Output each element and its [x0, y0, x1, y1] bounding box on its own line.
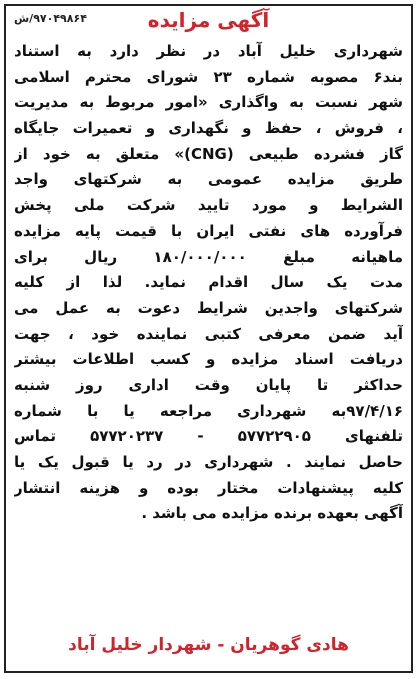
body-line: فرآورده های نفتی ایران با قیمت پایه مزایده — [14, 221, 403, 240]
body-line: الشرایط و مورد تایید شرکت ملی پخش — [14, 196, 403, 215]
body-line: حداکثر تا پایان وقت اداری روز شنبه — [14, 375, 403, 394]
auction-notice — [4, 4, 413, 673]
reference-number: ۹۷۰۴۹۸۶۴/ش — [14, 12, 87, 25]
body-line: ماهیانه مبلغ ۱۸۰/۰۰۰/۰۰۰ ریال برای — [14, 247, 403, 266]
body-line: شرکتهای واجدین شرایط دعوت به عمل می — [14, 298, 403, 317]
body-line: مدت یک سال اقدام نماید. لذا از کلیه — [14, 273, 403, 292]
body-line: ، فروش ، حفظ و نگهداری و تعمیرات جایگاه — [14, 119, 403, 138]
body-line: بند۶ مصوبه شماره ۲۳ شورای محترم اسلامی — [14, 67, 403, 86]
body-line: شهر نسبت به واگذاری «امور مربوط به مدیریت — [14, 93, 403, 112]
body-line: تلفنهای ۵۷۷۲۲۹۰۵ - ۵۷۷۲۰۲۳۷ تماس — [14, 427, 403, 446]
body-line: آگهی بعهده برنده مزایده می باشد . — [141, 504, 403, 523]
body-line: شهرداری خلیل آباد در نظر دارد به استناد — [14, 42, 403, 60]
body-line: گاز فشرده طبیعی (CNG)» متعلق به خود از — [14, 144, 403, 163]
body-line: ۹۷/۴/۱۶به شهرداری مراجعه یا با شماره — [14, 401, 403, 420]
body-line: آید ضمن معرفی کتبی نماینده خود ، جهت — [14, 324, 403, 343]
body-line: دریافت اسناد مزایده و کسب اطلاعات بیشتر — [14, 350, 403, 369]
body-line: کلیه پیشنهادات مختار بوده و هزینه انتشار — [14, 478, 403, 497]
signature: هادی گوهریان - شهردار خلیل آباد — [68, 635, 349, 655]
notice-title: آگهی مزایده — [147, 8, 270, 32]
notice-body — [14, 39, 403, 527]
body-line: طریق مزایده عمومی به شرکتهای واجد — [14, 170, 403, 189]
body-line: حاصل نمایند . شهرداری در رد یا قبول یک یا — [14, 453, 403, 471]
